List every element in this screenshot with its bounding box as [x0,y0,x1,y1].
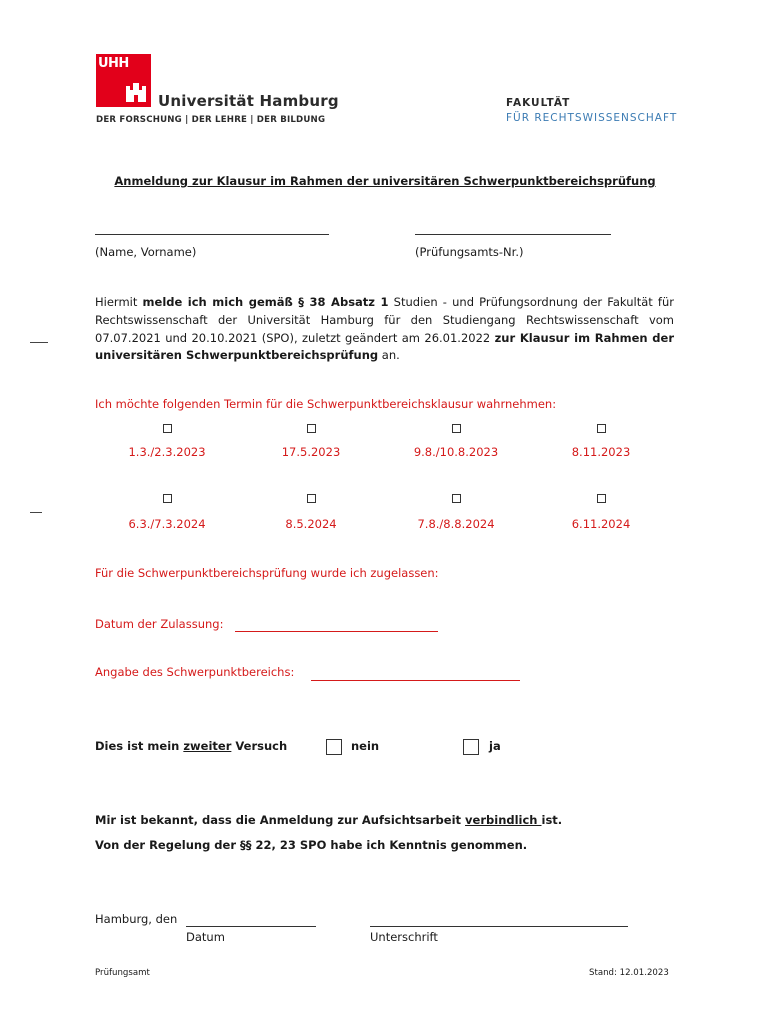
footer-version: Stand: 12.01.2023 [589,968,669,978]
faculty-line2: FÜR RECHTSWISSENSCHAFT [506,112,678,124]
date-checkbox[interactable] [307,424,316,433]
date-checkbox[interactable] [307,494,316,503]
area-label: Angabe des Schwerpunktbereichs: [95,665,295,679]
admission-date-field[interactable] [235,631,438,632]
number-label: (Prüfungsamts-Nr.) [415,245,524,259]
date-checkbox[interactable] [452,494,461,503]
date-option: 1.3./2.3.2023 [128,445,206,459]
date-checkbox[interactable] [597,494,606,503]
attempt-no-checkbox[interactable] [326,739,342,755]
date-checkbox[interactable] [163,424,172,433]
admission-date-label: Datum der Zulassung: [95,617,224,631]
intro-bold-1: melde ich mich gemäß § 38 Absatz 1 [142,295,389,309]
name-field[interactable] [95,234,329,235]
date-option: 6.3./7.3.2024 [128,517,206,531]
date-sign-label: Datum [186,930,225,944]
acknowledge-line1: Mir ist bekannt, dass die Anmeldung zur Aufsichtsarbeit verbindlich ist. [95,813,563,827]
date-option: 8.11.2023 [571,445,631,459]
fold-mark [30,342,48,343]
dates-prompt: Ich möchte folgenden Termin für die Schwerpunktbereichsklausur wahrnehmen: [95,397,557,411]
fold-mark [30,512,42,513]
place-label: Hamburg, den [95,912,178,926]
university-name: Universität Hamburg [158,92,339,110]
attempt-text: Dies ist mein zweiter Versuch [95,739,288,753]
attempt-no-label: nein [351,739,380,753]
signature-label: Unterschrift [370,930,438,944]
date-option: 9.8./10.8.2023 [413,445,499,459]
page-title: Anmeldung zur Klausur im Rahmen der universitären Schwerpunktbereichsprüfung [114,174,656,188]
date-checkbox[interactable] [597,424,606,433]
attempt-yes-checkbox[interactable] [463,739,479,755]
footer-office: Prüfungsamt [95,968,150,978]
intro-bold-2: zur Klausur im Rahmen der universitären Schwerpunktbereichsprüfung [95,330,674,363]
intro-paragraph: Hiermit melde ich mich gemäß § 38 Absatz 1 Studien - und Prüfungsordnung der Fakultät für Rechtswissenschaft der Universität Hamburg für den Studiengang Rechtswissenschaft vom 07.07.2021 und 20.10.2021 (SPO), zuletzt geändert am 26.01.2022 zur Klausur im Rahmen der universitären Schwerpunktbereichsprüfung an. [95,295,674,363]
acknowledge-line2: Von der Regelung der §§ 22, 23 SPO habe ich Kenntnis genommen. [95,838,528,852]
date-option: 8.5.2024 [285,517,337,531]
name-label: (Name, Vorname) [95,245,197,259]
signature-field[interactable] [370,926,628,927]
area-field[interactable] [311,680,520,681]
date-option: 17.5.2023 [281,445,341,459]
date-option: 7.8./8.8.2024 [417,517,495,531]
attempt-yes-label: ja [489,739,501,753]
date-checkbox[interactable] [452,424,461,433]
date-signature-field[interactable] [186,926,316,927]
admission-statement: Für die Schwerpunktbereichsprüfung wurde ich zugelassen: [95,566,439,580]
university-motto: DER FORSCHUNG | DER LEHRE | DER BILDUNG [96,115,326,125]
date-checkbox[interactable] [163,494,172,503]
number-field[interactable] [415,234,611,235]
logo-text: UHH [98,56,129,71]
castle-icon [124,80,148,104]
date-option: 6.11.2024 [571,517,631,531]
faculty-line1: FAKULTÄT [506,97,571,109]
